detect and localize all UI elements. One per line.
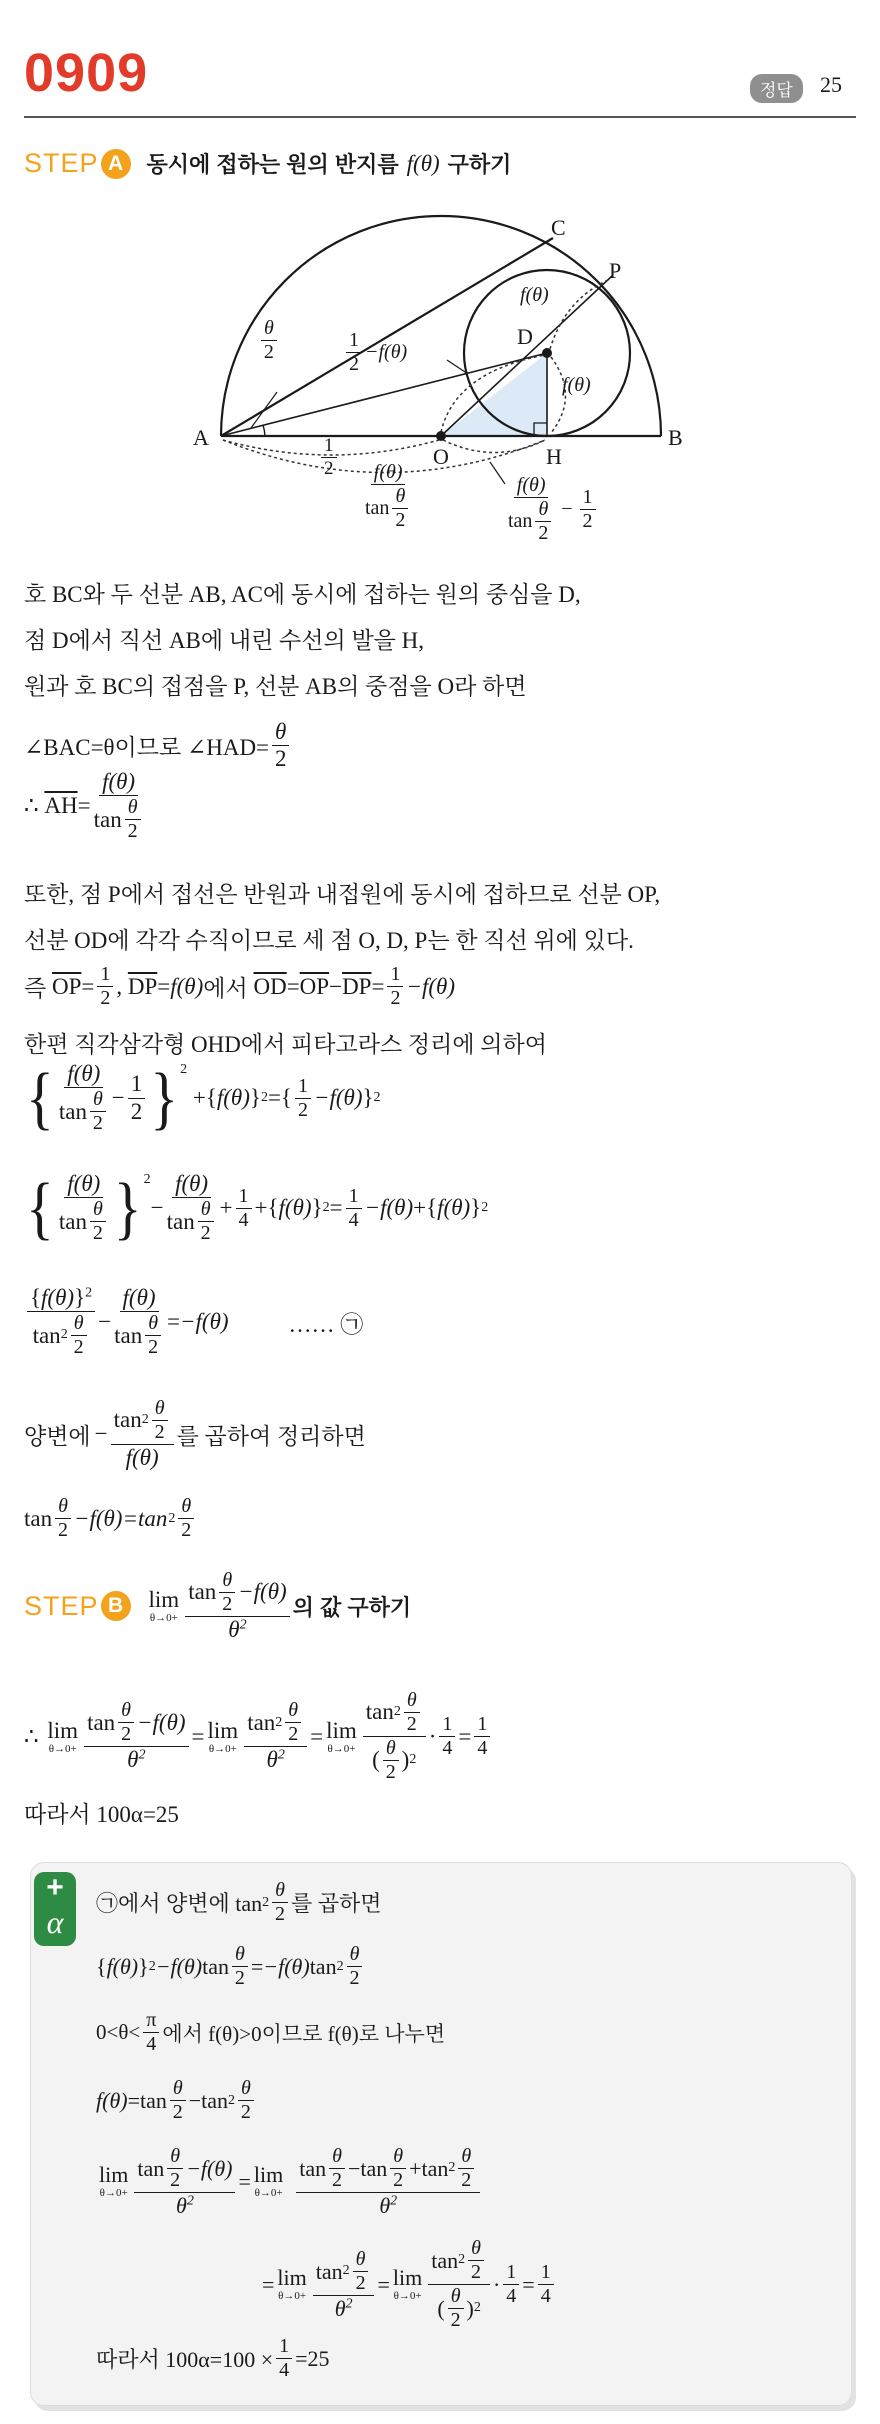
problem-number: 0909 xyxy=(24,43,149,103)
label-d: D xyxy=(517,324,533,349)
pythagoras-eq-2: { f(θ) tan $\frac{\theta}{2}$ } 2 − f(θ) tan $\frac{\theta}{2}$ + $\frac{1}{4}$ +{ f(θ) } 2 = $\frac{1}{4}$ −f(θ) +{ f(θ) } 2 xyxy=(26,1168,489,1247)
alpha-line-2: { f(θ) } 2 −f(θ) tan $\frac{\theta}{2}$ = −f(θ) tan 2 $\frac{\theta}{2}$ xyxy=(96,1944,365,1989)
alpha-line-4: f(θ) =tan $\frac{\theta}{2}$ −tan 2 $\frac{\theta}{2}$ xyxy=(96,2078,257,2123)
label-ao: $\frac{1}{2}$ xyxy=(321,436,337,479)
label-h: H xyxy=(546,444,562,469)
ah-equation: ∴ $\overline{AH}$ = f(θ) tan $\frac{\theta}{2}$ xyxy=(24,770,147,842)
label-b: B xyxy=(668,425,683,450)
alpha-line-1: ㉠에서 양변에 tan 2 $\frac{\theta}{2}$ 를 곱하면 xyxy=(96,1879,382,1925)
answer-value: 25 xyxy=(820,72,842,97)
para-2: 점 D에서 직선 AB에 내린 수선의 발을 H, xyxy=(24,628,425,653)
para-4: 또한, 점 P에서 접선은 반원과 내접원에 동시에 접하므로 선분 OP, xyxy=(24,882,661,907)
label-dh: f(θ) xyxy=(562,374,591,396)
label-oh: f(θ) tan $\frac{\theta}{2}$ xyxy=(508,475,554,544)
label-a: A xyxy=(193,425,209,450)
label-od-rest: −f(θ) xyxy=(365,341,408,363)
label-ah: f(θ) tan $\frac{\theta}{2}$ xyxy=(365,462,411,531)
label-c: C xyxy=(551,215,566,240)
limit-calculation: ∴ lim θ→0+ tan $\frac{\theta}{2}$ −f(θ) $\theta^2$ = lim θ→0+ tan 2 $\frac{\theta}{2}$ $\theta^2$ = lim θ→0+ tan 2 $\frac{\theta}{2}$ ( $\frac{\theta}{2}$ ) 2 · $\frac{1}{4}$ = $\frac{1}{4}$ xyxy=(24,1690,493,1783)
multiply-line: 양변에 − tan 2 $\frac{\theta}{2}$ f(θ) 를 곱하여 정리하면 xyxy=(24,1397,366,1470)
para-5: 선분 OD에 각각 수직이므로 세 점 O, D, P는 한 직선 위에 있다. xyxy=(24,928,634,953)
conclusion: 따라서 100α=25 xyxy=(24,1802,179,1827)
label-p: P xyxy=(609,258,622,283)
step-a-suffix: 구하기 xyxy=(447,152,512,177)
step-a-func: f(θ) xyxy=(406,150,440,176)
angle-equation: ∠BAC=θ이므로 ∠HAD= $\frac{\theta}{2}$ xyxy=(24,720,292,771)
alpha-line-7: 따라서 100α=100 × $\frac{1}{4}$ =25 xyxy=(96,2335,330,2381)
para-1: 호 BC와 두 선분 AB, AC에 동시에 접하는 원의 중심을 D, xyxy=(24,582,581,607)
geometry-diagram xyxy=(0,200,880,570)
equation-1: $\{f(\theta)\}^2$ tan 2 $\frac{\theta}{2}$ − f(θ) tan $\frac{\theta}{2}$ = −f(θ) …… ㉠ xyxy=(24,1286,363,1358)
step-a-badge: A xyxy=(101,149,131,179)
point-d xyxy=(542,348,552,358)
pythagoras-eq-1: { f(θ) tan $\frac{\theta}{2}$ − $\frac{1}{2}$ } 2 +{ f(θ) } 2 ={ $\frac{1}{2}$ −f(θ) } 2 xyxy=(26,1058,381,1137)
label-half-theta: $\frac{\theta}{2}$ xyxy=(261,318,277,363)
dim-dp xyxy=(550,280,608,349)
label-od-frac: $\frac{1}{2}$ xyxy=(346,330,362,375)
label-o: O xyxy=(433,444,449,469)
alpha-line-3: 0<θ< $\frac{\pi}{4}$ 에서 f(θ)>0이므로 f(θ)로 나누면 xyxy=(96,2009,446,2055)
answer-badge: 정답 xyxy=(750,74,803,103)
header-divider xyxy=(24,116,856,118)
step-b-title: 의 값 구하기 xyxy=(292,1594,412,1620)
alpha-line-5: lim θ→0+ tan $\frac{\theta}{2}$ −f(θ) $\theta^2$ = lim θ→0+ tan $\frac{\theta}{2}$ −tan $\frac{\theta}{2}$ +tan 2 $\frac{\theta}{2}$ $\theta^2$ xyxy=(96,2146,483,2217)
result-tan-equation: tan $\frac{\theta}{2}$ −f(θ)=tan 2 $\frac{\theta}{2}$ xyxy=(24,1496,197,1541)
step-a-heading xyxy=(24,148,511,179)
step-b-heading: STEP B lim θ→0+ tan $\frac{\theta}{2}$ −f(θ) $\theta^2$ 의 값 구하기 xyxy=(24,1569,412,1642)
para-3: 원과 호 BC의 접점을 P, 선분 AB의 중점을 O라 하면 xyxy=(24,674,527,699)
leader-oh xyxy=(490,462,505,484)
step-a-label: STEP xyxy=(24,148,99,178)
alpha-line-6: = lim θ→0+ tan 2 $\frac{\theta}{2}$ $\theta^2$ = lim θ→0+ tan 2 $\frac{\theta}{2}$ ( $\frac{\theta}{2}$ ) 2 · $\frac{1}{4}$ = $\frac{1}{4}$ xyxy=(262,2238,557,2331)
step-b-label: STEP xyxy=(24,1590,99,1621)
para-7: 한편 직각삼각형 OHD에서 피타고라스 정리에 의하여 xyxy=(24,1032,547,1057)
label-dp: f(θ) xyxy=(520,284,549,306)
step-b-badge: B xyxy=(101,1591,131,1621)
segment-equation: 즉 $\overline{OP}$ = $\frac{1}{2}$ , $\overline{DP}$ = f(θ) 에서 $\overline{OD}$ = $\overline{OP}$ − $\overline{DP}$ = $\frac{1}{2}$ −f(θ) xyxy=(24,963,455,1009)
angle-arc-a xyxy=(263,425,265,436)
point-o xyxy=(436,431,446,441)
equation-mark: …… ㉠ xyxy=(288,1311,364,1337)
alpha-badge: + α xyxy=(34,1872,76,1946)
semicircle-arc xyxy=(221,216,661,436)
triangle-odh xyxy=(441,353,547,436)
step-a-title: 동시에 접하는 원의 반지름 xyxy=(146,152,399,177)
